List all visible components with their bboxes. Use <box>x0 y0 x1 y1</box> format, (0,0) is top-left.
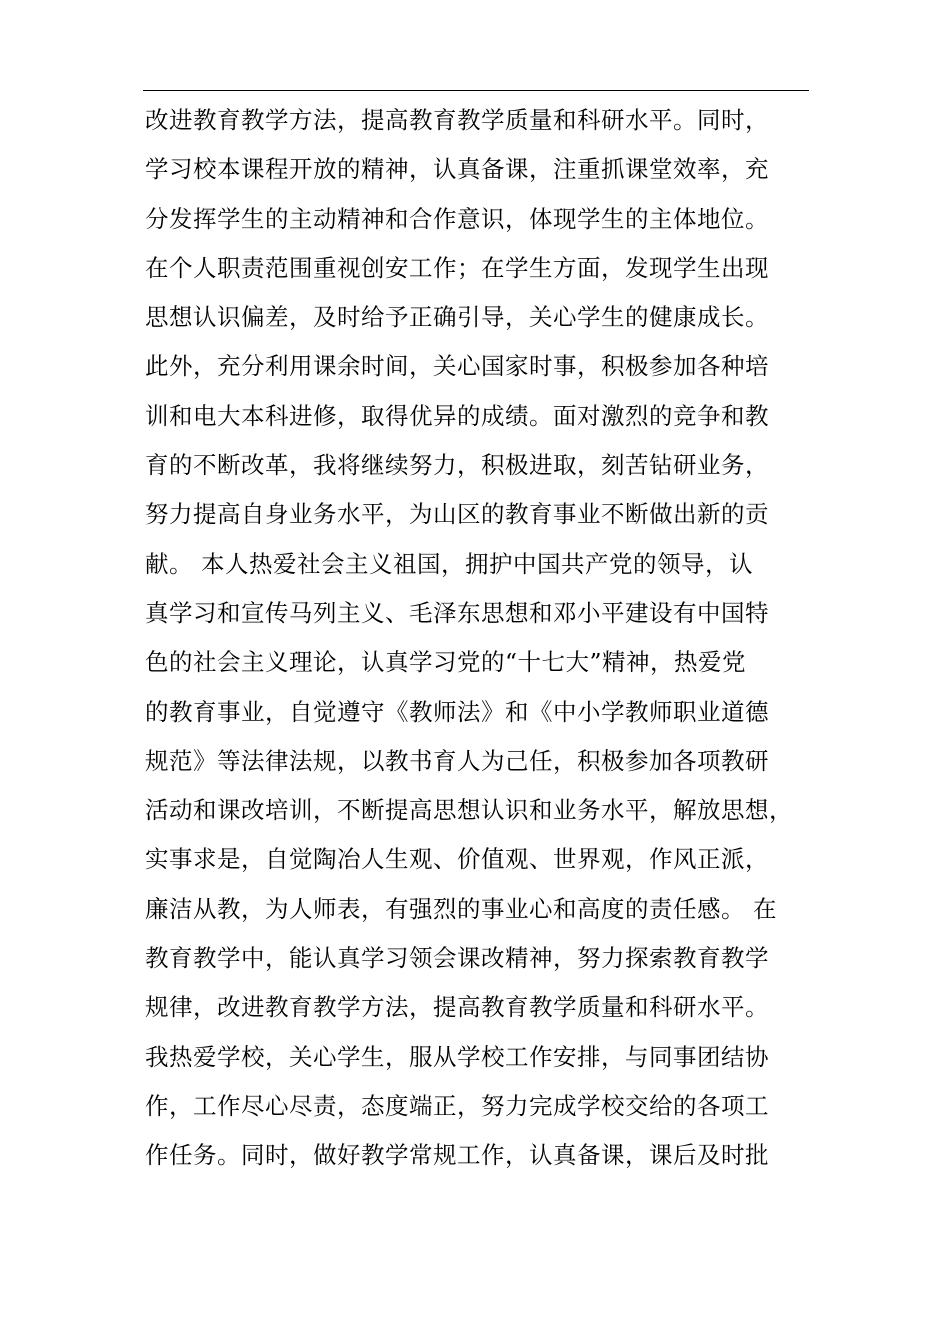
text-line: 教育教学中，能认真学习领会课改精神，努力探索教育教学 <box>145 944 769 973</box>
text-line: 我热爱学校，关心学生，服从学校工作安排，与同事团结协 <box>145 1042 769 1071</box>
text-line: 色的社会主义理论，认真学习党的“十七大”精神，热爱党 <box>145 648 747 677</box>
text-line: 廉洁从教，为人师表，有强烈的事业心和高度的责任感。 在 <box>145 894 777 923</box>
text-line: 作任务。同时，做好教学常规工作，认真备课，课后及时批 <box>145 1141 769 1170</box>
text-line: 规律，改进教育教学方法，提高教育教学质量和科研水平。 <box>145 993 769 1022</box>
body-text <box>145 96 825 1181</box>
text-line: 努力提高自身业务水平，为山区的教育事业不断做出新的贡 <box>145 500 769 529</box>
text-line: 在个人职责范围重视创安工作；在学生方面，发现学生出现 <box>145 253 769 282</box>
text-line: 训和电大本科进修，取得优异的成绩。面对激烈的竞争和教 <box>145 401 769 430</box>
text-line: 学习校本课程开放的精神，认真备课，注重抓课堂效率，充 <box>145 155 769 184</box>
text-line: 献。 本人热爱社会主义祖国，拥护中国共产党的领导，认 <box>145 549 753 578</box>
text-line: 真学习和宣传马列主义、毛泽东思想和邓小平建设有中国特 <box>145 598 769 627</box>
header-rule <box>143 90 809 91</box>
text-line: 分发挥学生的主动精神和合作意识，体现学生的主体地位。 <box>145 204 769 233</box>
text-line: 思想认识偏差，及时给予正确引导，关心学生的健康成长。 <box>145 303 769 332</box>
text-line: 的教育事业，自觉遵守《教师法》和《中小学教师职业道德 <box>145 697 769 726</box>
text-line: 实事求是，自觉陶冶人生观、价值观、世界观，作风正派， <box>145 845 769 874</box>
text-line: 育的不断改革，我将继续努力，积极进取，刻苦钻研业务， <box>145 451 769 480</box>
text-line: 改进教育教学方法，提高教育教学质量和科研水平。同时， <box>145 106 769 134</box>
text-line: 规范》等法律法规，以教书育人为己任，积极参加各项教研 <box>145 746 769 775</box>
text-line: 活动和课改培训，不断提高思想认识和业务水平，解放思想， <box>145 796 793 825</box>
text-line: 作，工作尽心尽责，态度端正，努力完成学校交给的各项工 <box>145 1091 769 1120</box>
text-line: 此外，充分利用课余时间，关心国家时事，积极参加各种培 <box>145 352 769 381</box>
